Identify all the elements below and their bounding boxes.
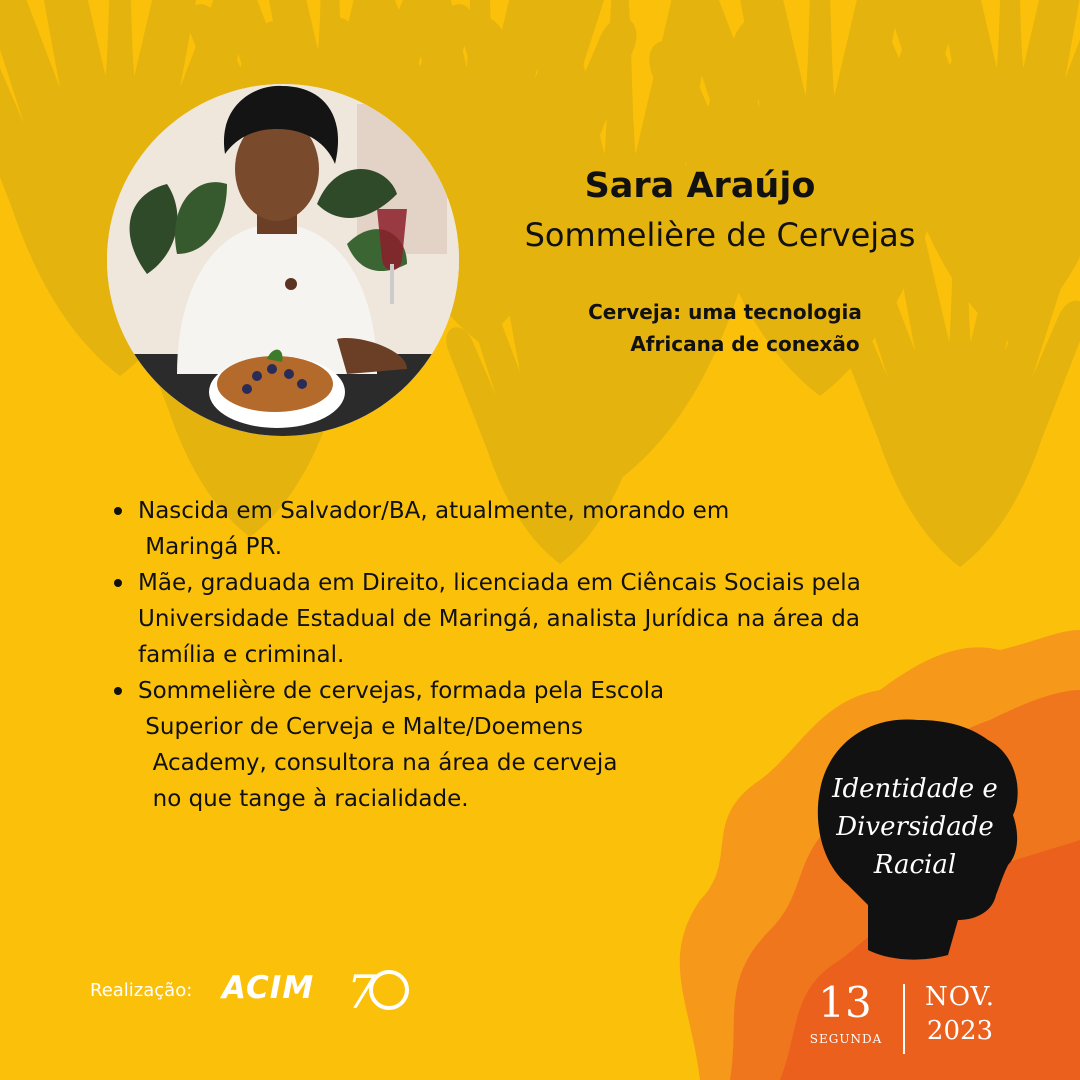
speaker-photo	[107, 84, 459, 436]
bio-line: Sommelière de cervejas, formada pela Escola	[138, 678, 665, 704]
talk-title-line: Cerveja: uma tecnologia	[588, 300, 862, 324]
bio-line: Universidade Estadual de Maringá, analista Jurídica na área da	[138, 606, 860, 632]
event-date-year: 2023	[926, 1016, 994, 1046]
acim-logo-text: ACIM	[222, 970, 315, 1006]
event-date-weekday: SEGUNDA	[809, 1032, 883, 1046]
event-title-line: Racial	[873, 850, 957, 880]
event-title-line: Diversidade	[836, 812, 994, 842]
bio-list-item	[110, 493, 990, 565]
bio-line: Academy, consultora na área de cerveja	[138, 750, 618, 776]
bio-line: Maringá PR.	[138, 534, 283, 560]
event-date-day: 13	[818, 978, 872, 1027]
speaker-role: Sommelière de Cervejas	[524, 216, 916, 254]
date-divider	[903, 984, 905, 1054]
svg-text:7: 7	[347, 965, 377, 1019]
realizacao-label: Realização:	[90, 980, 193, 1001]
bio-list-item	[110, 565, 990, 673]
talk-title-line: Africana de conexão	[630, 332, 860, 356]
speaker-name: Sara Araújo	[584, 166, 816, 206]
bio-line: família e criminal.	[138, 642, 345, 668]
talk-title	[560, 296, 890, 360]
bio-line: Superior de Cerveja e Malte/Doemens	[138, 714, 583, 740]
bio-line: no que tange à racialidade.	[138, 786, 469, 812]
70-anos-logo	[345, 960, 415, 1020]
event-date-month: NOV.	[924, 982, 996, 1012]
event-title	[820, 770, 1010, 884]
event-title-line: Identidade e	[832, 774, 998, 804]
bio-line: Nascida em Salvador/BA, atualmente, morando em	[138, 498, 730, 524]
bio-line: Mãe, graduada em Direito, licenciada em Ciêncais Sociais pela	[138, 570, 861, 596]
